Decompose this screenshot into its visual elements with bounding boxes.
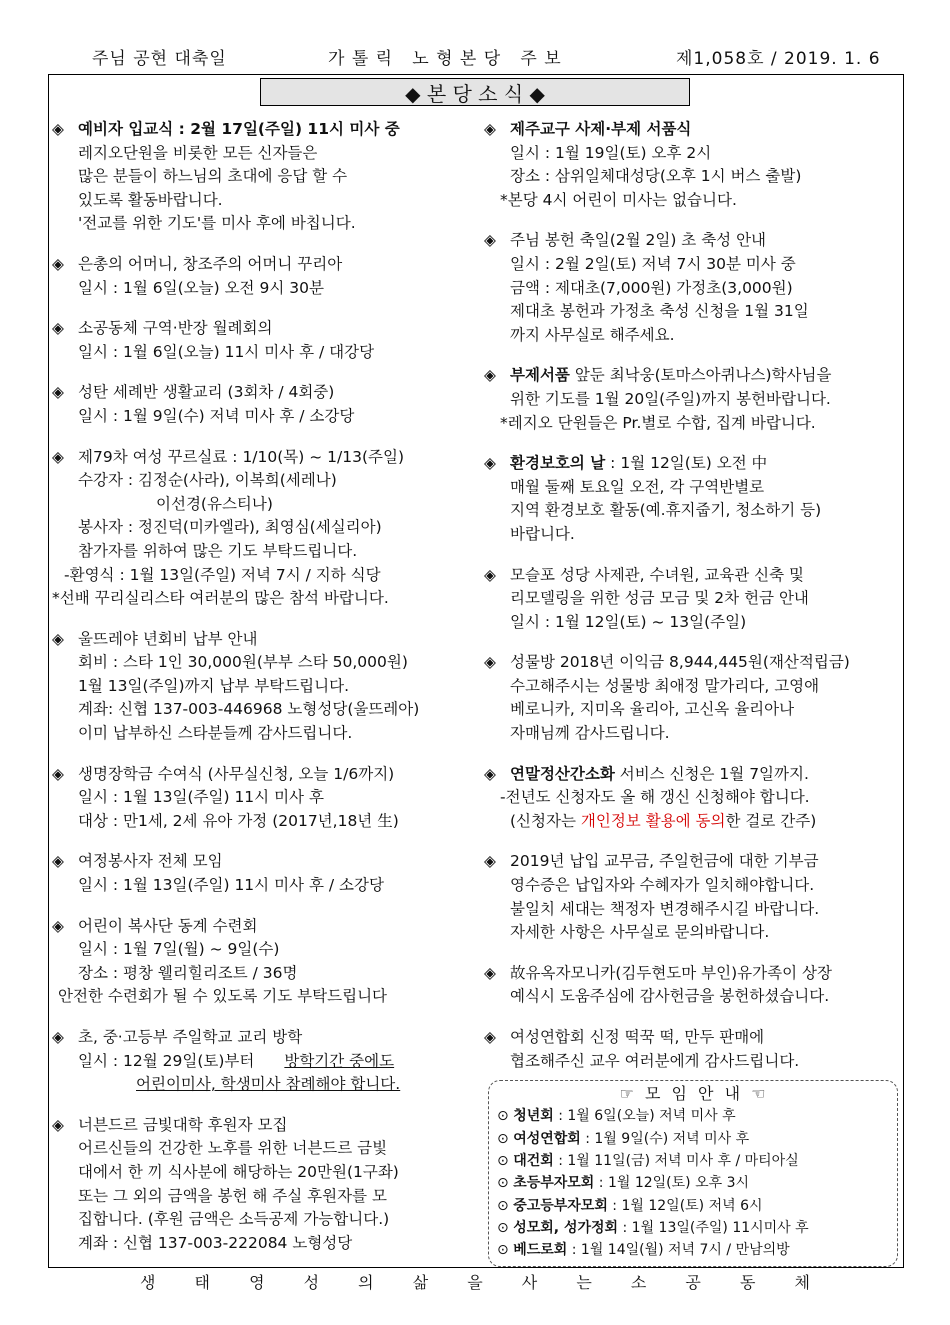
- diamond-icon: ◈: [484, 366, 496, 385]
- meeting-row: ⊙ 여성연합회 : 1월 9일(수) 저녁 미사 후: [497, 1130, 750, 1147]
- notice-donation-receipt: ◈ 2019년 납입 교무금, 주일헌금에 대한 기부금 영수증은 납입자와 수혜자가 일치해야합니다. 불일치 세대는 책정자 변경해주시길 바랍니다. 자세한 사항은 사무실로 문의바랍니다.: [484, 852, 820, 942]
- notice-religious-goods: ◈ 성물방 2018년 이익금 8,944,445원(재산적립금) 수고해주시는 성물방 최애정 말가리다, 고영애 베로니카, 지미옥 율리아, 고신옥 율리아나 자매님께 감사드립니다.: [484, 653, 850, 743]
- notice-ordination: ◈ 제주교구 사제·부제 서품식 일시 : 1월 19일(토) 오후 2시 장소 : 삼위일체대성당(오후 1시 버스 출발) *본당 4시 어린이 미사는 없습니다.: [484, 120, 802, 209]
- notice-cursillo: ◈ 제79차 여성 꾸르실료 : 1/10(목) ~ 1/13(주일) 수강자 : 김정순(사라), 이복희(세레나) 이선경(유스티나) 봉사자 : 정진덕(미카엘라), 최영심(세실리아) 참가자를 위하여 많은 기도 부탁드립니다. -환영식 : 1월 13일(주일) 저녁 7시 / 지하 식당 *선배 꾸리실리스타 여러분의 많은 참석 바랍니다.: [52, 447, 405, 608]
- notice-altar-servers: ◈ 어린이 복사단 동계 수련회 일시 : 1월 7일(월) ~ 9일(수) 장소 : 평창 웰리힐리조트 / 36명 안전한 수련회가 될 수 있도록 기도 부탁드립니다: [52, 916, 388, 1006]
- left-column: [52, 118, 470, 1272]
- meeting-row: ⊙ 초등부자모회 : 1월 12일(토) 오후 3시: [497, 1175, 750, 1192]
- meetings-box: [488, 1080, 898, 1266]
- diamond-icon: ◈: [52, 447, 64, 466]
- diamond-icon: ◈: [52, 852, 64, 871]
- notice-volunteer-meeting: ◈ 여정봉사자 전체 모임 일시 : 1월 13일(주일) 11시 미사 후 / 소강당: [52, 852, 384, 895]
- notice-scholarship: ◈ 생명장학금 수여식 (사무실신청, 오늘 1/6까지) 일시 : 1월 13일(주일) 11시 미사 후 대상 : 만1세, 2세 유아 가정 (2017년,18년 生): [52, 764, 399, 830]
- diamond-icon: ◈: [52, 629, 64, 648]
- diamond-icon: ◈: [484, 1028, 496, 1046]
- diamond-icon: ◈: [484, 565, 496, 584]
- bulletin-title: 가 톨 릭 노 형 본 당 주 보: [328, 49, 562, 69]
- footer-motto: 생 태 영 성 의 삶 을 사 는 소 공 동 체: [140, 1273, 812, 1292]
- issue-number: 제1,058호 / 2019. 1. 6: [676, 49, 881, 69]
- notice-moseulpo: ◈ 모슬포 성당 사제관, 수녀원, 교육관 신축 및 리모델링을 위한 성금 모금 및 2차 헌금 안내 일시 : 1월 12일(토) ~ 13일(주일): [484, 565, 809, 631]
- occasion-label: 주님 공현 대축일: [92, 49, 227, 69]
- diamond-icon: ◈: [484, 454, 496, 473]
- section-banner: ◆ 본 당 소 식 ◆: [260, 78, 690, 106]
- diamond-icon: ◈: [52, 916, 64, 935]
- meetings-title: ☞ 모 임 안 내 ☜: [619, 1084, 769, 1104]
- notice-ultreya-fee: ◈ 울뜨레야 년회비 납부 안내 회비 : 스타 1인 30,000원(부부 스타 50,000원) 1월 13일(주일)까지 납부 부탁드립니다. 계좌: 신협 137-003-446968 노형성당(울뜨레아) 이미 납부하신 스타분들께 감사드립니다.: [52, 629, 420, 743]
- notice-tax-settlement: ◈ 연말정산간소화 서비스 신청은 1월 7일까지. -전년도 신청자도 올 해 갱신 신청해야 합니다. (신청자는 개인정보 활용에 동의한 걸로 간주): [484, 764, 817, 830]
- diamond-icon: ◈: [484, 764, 496, 783]
- notice-candle-blessing: ◈ 주님 봉헌 축일(2월 2일) 초 축성 안내 일시 : 2월 2일(토) 저녁 7시 30분 미사 중 금액 : 제대초(7,000원) 가정초(3,000원) 제대초 봉헌과 가정초 축성 신청을 1월 31일 까지 사무실로 해주세요.: [484, 231, 809, 344]
- meeting-row: ⊙ 베드로회 : 1월 14일(월) 저녁 7시 / 만남의방: [497, 1242, 790, 1259]
- meeting-row: ⊙ 중고등부자모회 : 1월 12일(토) 저녁 6시: [497, 1197, 763, 1214]
- diamond-icon: ◈: [484, 852, 496, 871]
- notice-community-meeting: ◈ 소공동체 구역·반장 월례회의 일시 : 1월 6일(오늘) 11시 미사 후 / 대강당: [52, 319, 375, 361]
- diamond-icon: ◈: [52, 120, 64, 138]
- notice-sunday-school: ◈ 초, 중·고등부 주일학교 교리 방학 일시 : 12월 29일(토)부터 방학기간 중에도 어린이미사, 학생미사 참례해야 합니다.: [52, 1028, 401, 1094]
- diamond-icon: ◈: [52, 319, 64, 338]
- notice-funeral-thanks: ◈ 故유옥자모니카(김두현도마 부인)유가족이 상장 예식시 도움주심에 감사헌금을 봉헌하셨습니다.: [484, 963, 832, 1006]
- diamond-icon: ◈: [52, 383, 64, 402]
- meeting-row: ⊙ 성모회, 성가정회 : 1월 13일(주일) 11시미사 후: [497, 1219, 809, 1236]
- diamond-icon: ◈: [484, 120, 496, 138]
- notice-environment-day: ◈ 환경보호의 날 : 1월 12일(토) 오전 中 매월 둘째 토요일 오전, 각 구역반별로 지역 환경보호 활동(예.휴지줍기, 청소하기 등) 바랍니다.: [484, 454, 822, 543]
- diamond-icon: ◈: [52, 764, 64, 783]
- meeting-row: ⊙ 청년회 : 1월 6일(오늘) 저녁 미사 후: [497, 1108, 736, 1125]
- notice-curia: ◈ 은총의 어머니, 창조주의 어머니 꾸리아 일시 : 1월 6일(오늘) 오전 9시 30분: [52, 254, 343, 297]
- notice-catechumen: ◈ 예비자 입교식 : 2월 17일(주일) 11시 미사 중 레지오단원을 비롯한 모든 신자들은 많은 분들이 하느님의 초대에 응답 할 수 있도록 활동바랍니다. '전교를 위한 기도'를 미사 후에 바칩니다.: [52, 120, 400, 233]
- diamond-icon: ◈: [484, 963, 496, 982]
- right-column: [484, 118, 902, 1267]
- meeting-row: ⊙ 대건회 : 1월 11일(금) 저녁 미사 후 / 마티아실: [497, 1153, 799, 1170]
- diamond-icon: ◈: [52, 254, 64, 273]
- notice-womens-association: ◈ 여성연합회 신정 떡꾹 떡, 만두 판매에 협조해주신 교우 여러분에게 감사드립니다.: [484, 1028, 800, 1070]
- notice-baptism-class: ◈ 성탄 세례반 생활교리 (3회차 / 4회중) 일시 : 1월 9일(수) 저녁 미사 후 / 소강당: [52, 383, 355, 425]
- diamond-icon: ◈: [52, 1028, 64, 1046]
- diamond-icon: ◈: [52, 1115, 64, 1134]
- notice-deacon-prayer: ◈ 부제서품 앞둔 최낙웅(토마스아퀴나스)학사님을 위한 기도를 1월 20일(주일)까지 봉헌바랍니다. *레지오 단원들은 Pr.별로 수합, 집계 바랍니다.: [484, 366, 832, 432]
- notice-sponsor: ◈ 너븐드르 금빛대학 후원자 모집 어르신들의 건강한 노후를 위한 너븐드르 금빛 대에서 한 끼 식사분에 해당하는 20만원(1구좌) 또는 그 외의 금액을 봉헌 해 주실 후원자를 모 집합니다. (후원 금액은 소득공제 가능합니다.) 계좌 : 신협 137-003-222084 노형성당: [52, 1115, 399, 1252]
- diamond-icon: ◈: [484, 231, 496, 250]
- diamond-icon: ◈: [484, 653, 496, 672]
